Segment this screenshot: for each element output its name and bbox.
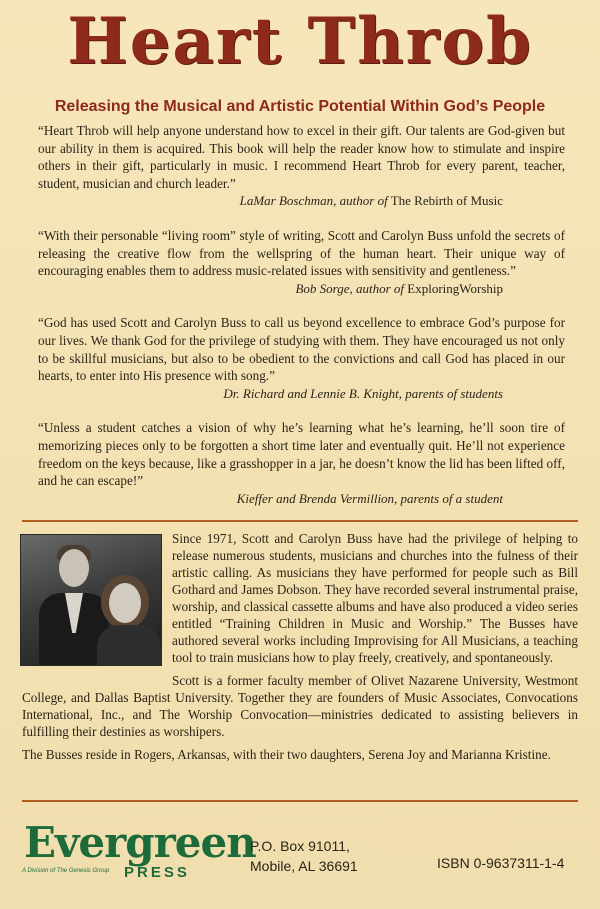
endorsement-attribution <box>38 280 565 298</box>
logo-press: PRESS <box>124 864 190 881</box>
isbn: ISBN 0-9637311-1-4 <box>437 855 565 871</box>
endorsement-text: “God has used Scott and Carolyn Buss to call us beyond excellence to embrace God’s purpose for our lives. We thank God for the privilege of studying with them. They have encouraged us not only to be skillful musicians, but also to be obedient to the convictions and call God has placed in our hearts, to enter into His presence with song.” <box>38 315 565 384</box>
endorsement-work: The Rebirth of Music <box>390 193 503 209</box>
endorsement-text: “With their personable “living room” style of writing, Scott and Carolyn Buss unfold the secrets of releasing the creative flow from the wellspring of the human heart. Their unique way of encouraging enables them to address music-related issues with sensitivity and gentleness.” <box>38 227 565 279</box>
endorsement-text: “Unless a student catches a vision of why he’s learning what he’s learning, he’ll soon tire of memorizing pieces only to be forgotten a short time later and eventually quit. He’ll not experience freedom on the keys because, like a grasshopper in a jar, he doesn’t know the lid has been lifted off, and he can escape!” <box>38 420 565 489</box>
endorsement-author: Bob Sorge, author of <box>295 280 405 296</box>
endorsement-work: ExploringWorship <box>407 280 503 296</box>
endorsement-attribution <box>38 385 565 403</box>
address-line-2: Mobile, AL 36691 <box>250 858 358 874</box>
bio-paragraph-1: Since 1971, Scott and Carolyn Buss have had the privilege of helping to release numerous students, musicians and churches into the fulness of their artistic calling. As musicians they have performed for people such as Bill Gothard and James Dobson. They have recorded several instrumental praise, worship, and classical cassette albums and have also produced a video series entitled “Training Children in Music and Worship.” The Busses have authored several works including Improvising for All Musicians, a teaching tool to train musicians how to play freely, creatively, and spontaneously. <box>172 531 578 665</box>
endorsement-2 <box>38 227 565 297</box>
endorsement-1 <box>38 122 565 210</box>
logo-wordmark: Evergreen <box>24 818 256 867</box>
endorsement-author: Kieffer and Brenda Vermillion, parents of a student <box>236 490 503 506</box>
endorsement-author: LaMar Boschman, author of <box>239 193 388 209</box>
endorsement-attribution <box>38 192 565 210</box>
endorsement-attribution <box>38 490 565 508</box>
bio-paragraph-3: The Busses reside in Rogers, Arkansas, with their two daughters, Serena Joy and Marianna Kristine. <box>22 747 551 762</box>
endorsement-3 <box>38 314 565 402</box>
publisher-address <box>250 836 358 876</box>
publisher-logo <box>20 818 256 881</box>
logo-tagline: A Division of The Genesis Group <box>22 868 110 874</box>
bio-paragraph-2: Scott is a former faculty member of Olivet Nazarene University, Westmont College, and Dallas Baptist University. Together they are founders of Music Associates, Convocations International, Inc., and The Worship Convocation—ministries dedicated to assisting believers in fulfilling their destinies as worshipers. <box>22 673 578 739</box>
address-line-1: P.O. Box 91011, <box>250 838 350 854</box>
endorsement-text: “Heart Throb will help anyone understand how to excel in their gift. Our talents are God-given but our ability in them is acquired. This book will help the reader know how to stimulate and inspire others in their gift, particularly in music. I recommend Heart Throb for every parent, teacher, student, musician and church leader.” <box>38 123 565 191</box>
book-subtitle: Releasing the Musical and Artistic Potential Within God’s People <box>54 98 546 115</box>
divider-bottom <box>22 800 578 802</box>
endorsements <box>38 122 565 507</box>
endorsement-author: Dr. Richard and Lennie B. Knight, parents of students <box>223 385 503 401</box>
author-bio <box>22 530 578 763</box>
book-title: Heart Throb <box>67 4 533 79</box>
endorsement-4 <box>38 419 565 507</box>
divider-top <box>22 520 578 522</box>
